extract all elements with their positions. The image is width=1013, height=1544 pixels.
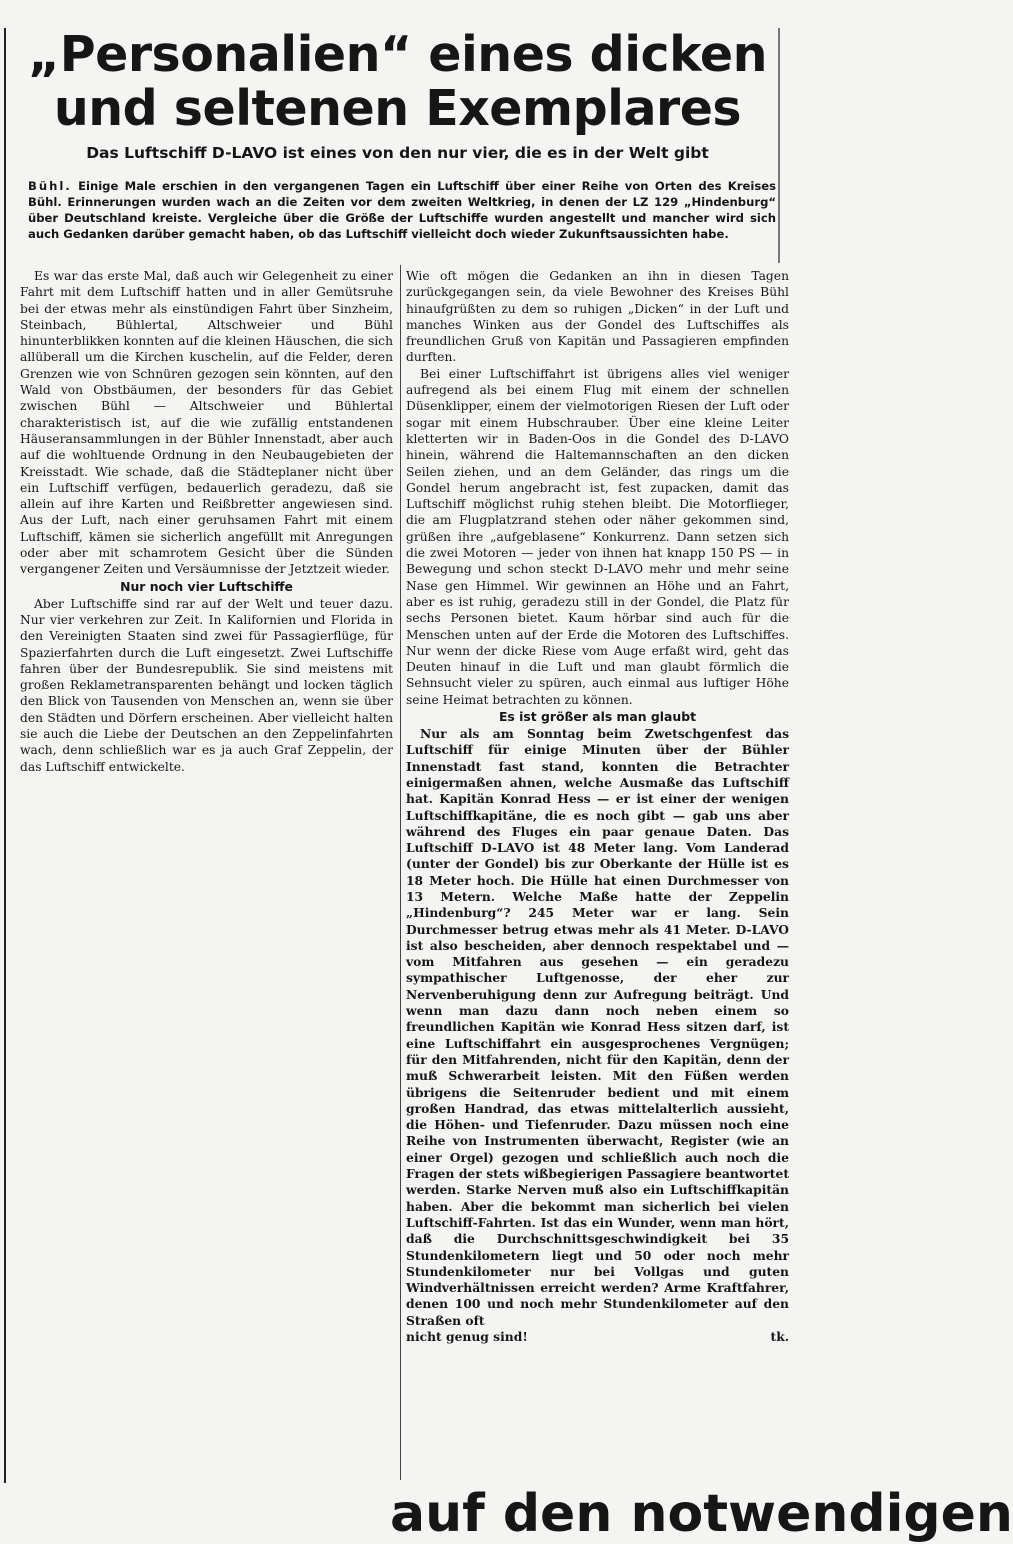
headline [20, 28, 775, 136]
author-signature: tk. [770, 1329, 789, 1344]
closing-line [406, 1329, 789, 1345]
right-section-subtitle: Es ist größer als man glaubt [498, 709, 697, 725]
next-article-headline-fragment: auf den notwendigen [390, 1484, 1013, 1544]
right-column [406, 268, 789, 1345]
left-border-rule [4, 28, 6, 1483]
dateline-location: Bühl. [28, 179, 72, 193]
lead-text: Einige Male erschien in den vergangenen Tagen ein Luftschiff über einer Reihe von Orten des Kreises Bühl. Erinnerungen wurden wach an die Zeiten vor dem zweiten Weltkrieg, in denen der LZ 129 „Hindenburg“ über Deutschland kreiste. Vergleiche über die Größe der Luftschiffe wurden angestellt und mancher wird sich auch Gedanken darüber gemacht haben, ob das Luftschiff vielleicht doch wieder Zukunftsaussichten habe. [28, 179, 776, 241]
left-column [20, 268, 393, 775]
left-paragraph-2: Aber Luftschiffe sind rar auf der Welt und teuer dazu. Nur vier verkehren zur Zeit. In Kalifornien und Florida in den Vereinigten Staaten sind zwei für Passagierflüge, für Spazierfahrten durch die Luft eingesetzt. Zwei Luftschiffe fahren über der Bundesrepublik. Sie sind meistens mit großen Reklametransparenten behängt und locken täglich den Blick von Tausenden von Menschen an, wenn sie über den Städten und Dörfern erscheinen. Aber vielleicht halten sie auch die Liebe der Deutschen an den Zeppelinfahrten wach, denn schließlich war es ja auch Graf Zeppelin, der das Luftschiff entwickelte. [20, 596, 393, 774]
right-paragraph-3: Nur als am Sonntag beim Zwetschgenfest das Luftschiff für einige Minuten über der Bühler Innenstadt fast stand, konnten die Betrachter einigermaßen ahnen, welche Ausmaße das Luftschiff hat. Kapitän Konrad Hess — er ist einer der wenigen Luftschiffkapitäne, die es noch gibt — gab uns aber während des Fluges ein paar genaue Daten. Das Luftschiff D-LAVO ist 48 Meter lang. Vom Landerad (unter der Gondel) bis zur Oberkante der Hülle ist es 18 Meter hoch. Die Hülle hat einen Durchmesser von 13 Metern. Welche Maße hatte der Zeppelin „Hindenburg“? 245 Meter war er lang. Sein Durchmesser betrug etwas mehr als 41 Meter. D-LAVO ist also bescheiden, aber dennoch respektabel und — vom Mitfahren aus gesehen — ein geradezu sympathischer Luftgenosse, der eher zur Nervenberuhigung denn zur Aufregung beiträgt. Und wenn man dazu dann noch neben einem so freundlichen Kapitän wie Konrad Hess sitzen darf, ist eine Luftschiffahrt ein ausgesprochenes Vergnügen; für den Mitfahrenden, nicht für den Kapitän, denn der muß Schwerarbeit leisten. Mit den Füßen werden übrigens die Seitenruder bedient und mit einem großen Handrad, das etwas mittelalterlich aussieht, die Höhen- und Tiefenruder. Dazu müssen noch eine Reihe von Instrumenten überwacht, Register (wie an einer Orgel) gezogen und schließlich auch noch die Fragen der stets wißbegierigen Passagiere beantwortet werden. Starke Nerven muß also ein Luftschiffkapitän haben. Aber die bekommt man sicherlich bei vielen Luftschiff-Fahrten. Ist das ein Wunder, wenn man hört, daß die Durchschnittsgeschwindigkeit bei 35 Stundenkilometern liegt und 50 oder noch mehr Stundenkilometer nur bei Vollgas und guten Windverhältnissen erreicht werden? Arme Kraftfahrer, denen 100 und noch mehr Stundenkilometer auf den Straßen oft [406, 726, 789, 1328]
subheadline: Das Luftschiff D-LAVO ist eines von den nur vier, die es in der Welt gibt [86, 144, 709, 162]
right-border-rule [778, 28, 780, 263]
right-paragraph-1: Wie oft mögen die Gedanken an ihn in diesen Tagen zurückgegangen sein, da viele Bewohner des Kreises Bühl hinaufgrüßten zu dem so ruhigen „Dicken“ in der Luft und manches Winken aus der Gondel des Luftschiffes als freundlichen Gruß von Kapitän und Passagieren empfinden durften. [406, 269, 789, 365]
column-divider [400, 265, 401, 1480]
headline-line-1: „Personalien“ eines dicken [28, 26, 767, 83]
closing-text: nicht genug sind! [406, 1329, 528, 1344]
lead-paragraph [28, 178, 776, 242]
left-paragraph-1: Es war das erste Mal, daß auch wir Gelegenheit zu einer Fahrt mit dem Luftschiff hatten und in aller Gemütsruhe bei der etwas mehr als einstündigen Fahrt über Sinzheim, Steinbach, Bühlertal, Altschweier und Bühl hinunterblikken konnten auf die kleinen Häuschen, die sich allüberall um die Kirchen kuschelin, auf die Felder, deren Grenzen wie von Schnüren gezogen sein könnten, auf den Wald von Obstbäumen, der besonders für das Gebiet zwischen Bühl — Altschweier und Bühlertal charakteristisch ist, auf die wie zufällig entstandenen Häuseransammlungen in der Bühler Innenstadt, aber auch auf die wohltuende Ordnung in den Neubaugebieten der Kreisstadt. Wie schade, daß die Städteplaner nicht über ein Luftschiff verfügen, bedauerlich geradezu, daß sie allein auf ihre Karten und Reißbretter angewiesen sind. Aus der Luft, nach einer geruhsamen Fahrt mit einem Luftschiff, kämen sie sicherlich angefüllt mit Anregungen oder aber mit schamrotem Gesicht über die Sünden vergangener Zeiten und Versäumnisse der Jetztzeit wieder. [20, 269, 393, 577]
left-section-subtitle: Nur noch vier Luftschiffe [120, 578, 293, 594]
right-paragraph-2: Bei einer Luftschiffahrt ist übrigens alles viel weniger aufregend als bei einem Flug mit einem der schnellen Düsenklipper, einem der vielmotorigen Riesen der Luft oder sogar mit einem Hubschrauber. Über eine kleine Leiter kletterten wir in Baden-Oos in die Gondel des D-LAVO hinein, während die Haltemannschaften an den dicken Seilen ziehen, und an dem Geländer, das rings um die Gondel herum angebracht ist, fest zupacken, damit das Luftschiff möglichst ruhig stehen bleibt. Die Motorflieger, die am Flugplatzrand stehen oder näher gekommen sind, grüßen ihre „aufgeblasene“ Konkurrenz. Dann setzen sich die zwei Motoren — jeder von ihnen hat knapp 150 PS — in Bewegung und schon steckt D-LAVO mehr und mehr seine Nase gen Himmel. Wir gewinnen an Höhe und an Fahrt, aber es ist ruhig, geradezu still in der Gondel, die Platz für sechs Personen bietet. Kaum hörbar sind auch für die Menschen unten auf der Erde die Motoren des Luftschiffes. Nur wenn der dicke Riese vom Auge erfaßt wird, geht das Deuten hinauf in die Luft und man glaubt förmlich die Sehnsucht vieler zu spüren, auch einmal aus luftiger Höhe seine Heimat betrachten zu können. [406, 366, 789, 707]
headline-line-2: und seltenen Exemplares [53, 80, 742, 137]
